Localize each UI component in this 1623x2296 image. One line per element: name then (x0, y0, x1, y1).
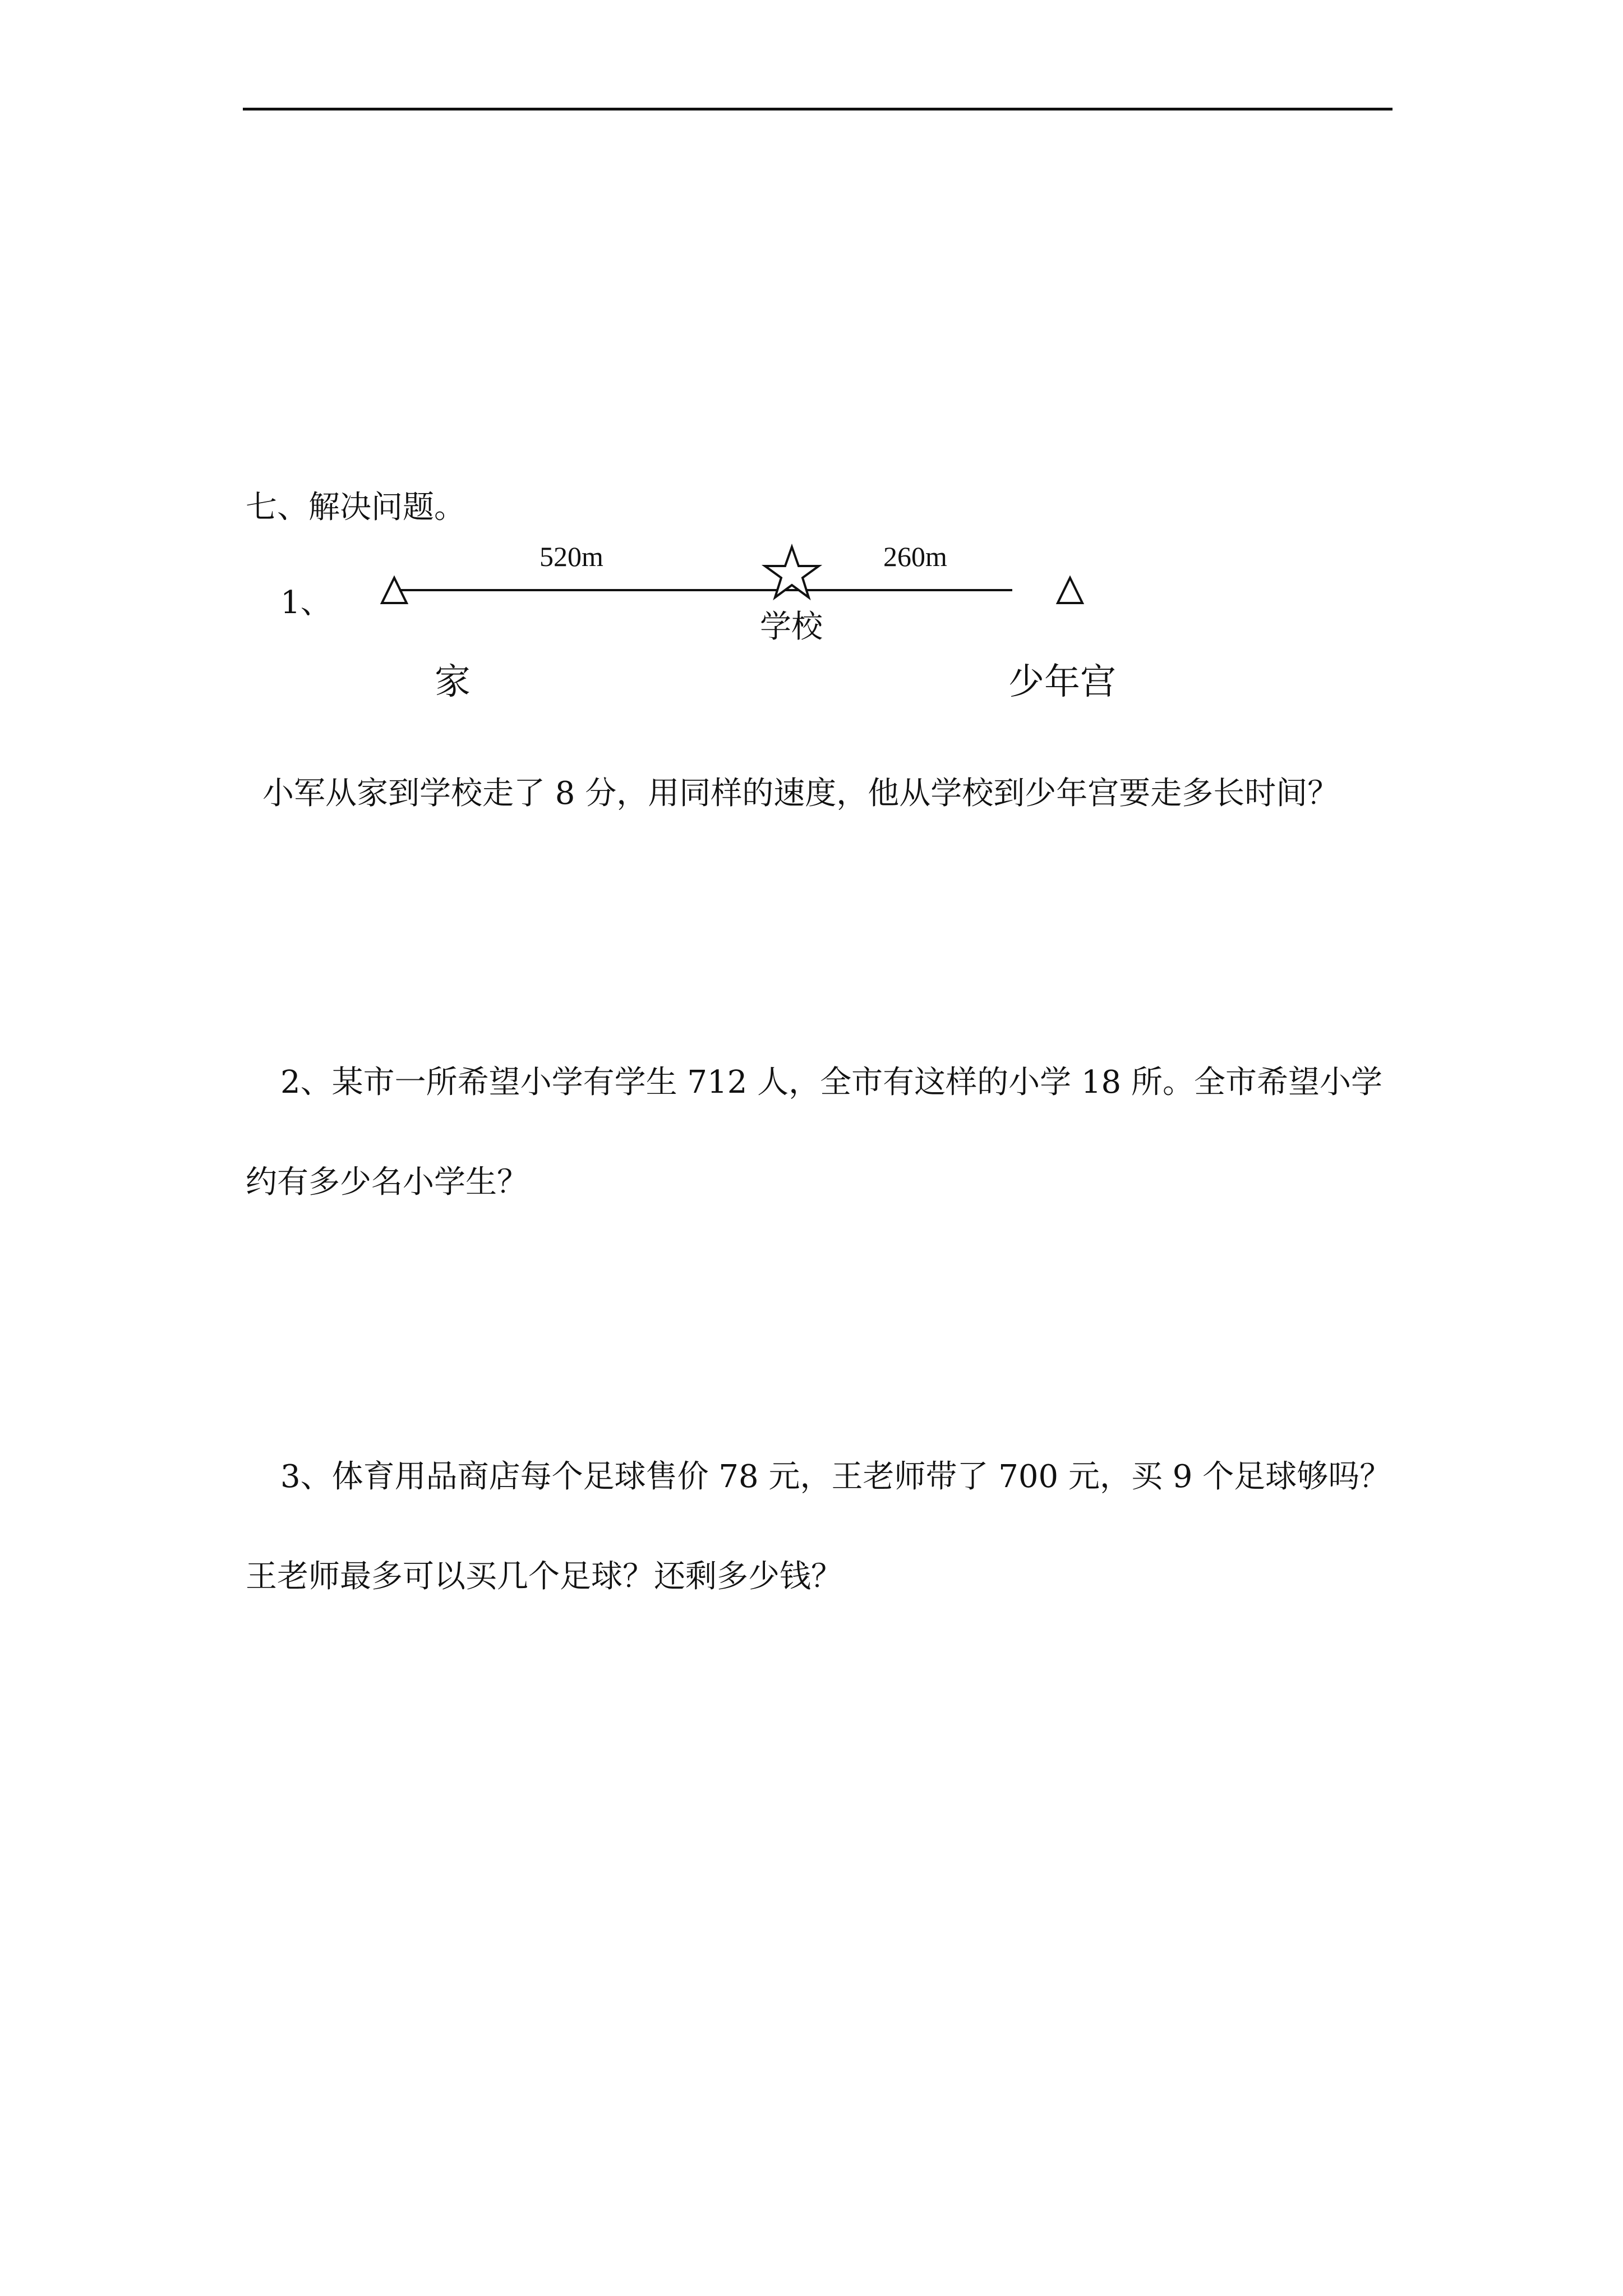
palace-label: 少年宫 (1008, 661, 1116, 703)
home-label: 家 (435, 661, 471, 703)
palace-triangle-icon (1058, 578, 1082, 603)
question-3-line-1: 3、体育用品商店每个足球售价 78 元，王老师带了 700 元，买 9 个足球够吗？ (280, 1458, 1391, 1495)
question-2-line-2: 约有多少名小学生？ (246, 1164, 528, 1200)
question-2-line-1: 2、某市一所希望小学有学生 712 人，全市有这样的小学 18 所。全市希望小学 (280, 1064, 1382, 1101)
section-title: 七、解决问题。 (246, 489, 465, 526)
question-1-text: 小军从家到学校走了 8 分，用同样的速度，他从学校到少年宫要走多长时间？ (262, 775, 1339, 812)
question-1-number: 1、 (280, 585, 332, 621)
left-distance-label: 520m (540, 541, 603, 572)
right-distance-label: 260m (883, 541, 947, 572)
school-label: 学校 (760, 609, 823, 645)
question-3-line-2: 王老师最多可以买几个足球？还剩多少钱？ (246, 1558, 842, 1595)
